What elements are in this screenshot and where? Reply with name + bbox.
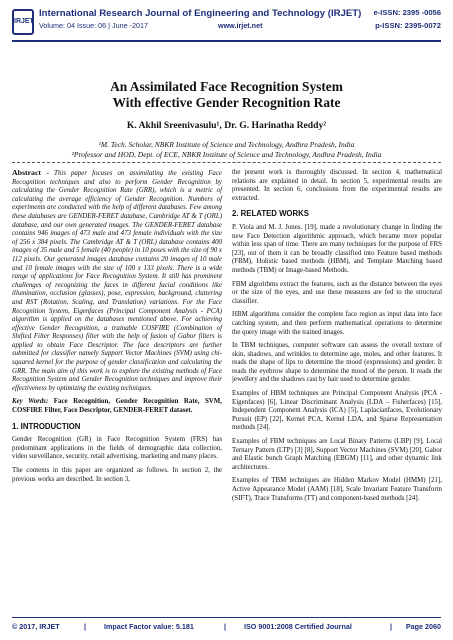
body-paragraph: FBM algorithms extract the features, such as the distance between the eyes or the size of the eyes, and use these measures are fed to the structural classifier. — [232, 280, 442, 305]
abstract-label: Abstract - — [12, 168, 49, 177]
footer-copyright: © 2017, IRJET — [12, 622, 60, 631]
keywords-text: Face Recognition, Gender Recognition Rate, SVM, COSFIRE Filter, Face Descriptor, GENDER-FERET dataset. — [12, 398, 222, 415]
footer-impact-factor: Impact Factor value: 5.181 — [104, 622, 194, 631]
irjet-logo: IRJET — [12, 9, 34, 35]
abstract — [12, 169, 222, 393]
right-column — [232, 169, 442, 508]
keywords-label: Key Words: — [12, 398, 49, 406]
footer-separator: | — [390, 622, 393, 631]
left-column — [12, 169, 222, 489]
paper-title-line2: With effective Gender Recognition Rate — [112, 95, 341, 110]
body-paragraph: In TBM techniques, computer software can assess the overall texture of skin, shadows, and wrinkles to determine age, moles, and other features. It reads the shape of lips to determine the mood (expressions) and gender. It reads the eyebrow shape to determine the mood of the person. It reads the jewellery and the shadows cast by hair used to determine gender. — [232, 342, 442, 384]
header-rule — [12, 40, 441, 42]
journal-name: International Research Journal of Engineering and Technology (IRJET) — [39, 8, 362, 19]
eissn: e-ISSN: 2395 -0056 — [373, 8, 441, 17]
paper-title-line1: An Assimilated Face Recognition System — [110, 79, 343, 94]
abstract-text: This paper focuses on assimilating the existing Face Recognition techniques and also to perform Gender Recognition by calculating the Gender Recognition Rate (GRR), which is a metric of calculating the average efficiency of Gender Recognition. Numbers of experiments are conducted with the help of different databases. Few among these databases are GENDER-FERET database, Cambridge AT & T (ORL) database, and our own generated images. The GENDER-FERET database contains 946 images of 473 male and 473 female individuals with the size of 256 x 384 pixels. The Cambridge AT & T (ORL) database contains 400 images of 35 male and 5 female (40 people) in 10 poses with the size of 90 x 112 pixels. Our generated images database contains 20 images of 10 male and 10 female images with the size of 100 x 133 pixels. There is a wide range of applications for Face Recognition System. It still has prominent challenges of recognizing the faces in different facial conditions like illumination, occlusion (glasses), pose, expression, background, cluttering and RST (Rotation, Scaling, and Translation) variations. For the Face Recognition System, Eigenfaces (Principal Component Analysis - PCA) algorithm is applied on the databases mentioned above. For achieving effective Gender Recognition, a trainable COSFIRE (Combination of Shifted Filter Responses) filter with the help of fusion of Gabor filters is applied to obtain Face Descriptor. The face descriptors are further submitted for classifier namely Support Vector Machines (SVM) using chi-squared kernel for the purpose of gender classification and calculating the GRR. The main aim of this work is to explore the existing methods of Face Recognition System and Gender Recognition techniques and improve their effectiveness by optimizing the existing techniques. — [12, 170, 222, 392]
body-paragraph: Examples of HBM techniques are Principal Component Analysis (PCA - Eigenfaces) [6], Linear Discriminant Analysis (LDA – Fisherfaces) [15], Independent Component Analysis (ICA) [5], Laplacianfaces, Evolutionary Pursuit (EP) [22], Kernel PCA, Kernel LDA, and Sparse Representation methods [24]. — [232, 390, 442, 432]
body-paragraph: HBM algorithms consider the complete face region as input data into face catching system, and then perform mathematical operations to determine the query image with the trained images. — [232, 311, 442, 336]
pissn: p-ISSN: 2395-0072 — [375, 21, 441, 30]
body-paragraph: P. Viola and M. J. Jones. [19], made a revolutionary change in finding the new Face Detection algorithmic approach, which became more popular within less span of time. There are many techniques for the purpose of FRS [23], out of them it can be broadly classified into Feature based methods (FBM), Holistic based methods (HBM), and Template Matching based methods (TBM) or Image-based Methods. — [232, 223, 442, 274]
intro-paragraph: The contents in this paper are organized as follows. In section 2, the previous works are described. In section 3, — [12, 467, 222, 483]
footer-page-number: Page 2060 — [405, 622, 441, 631]
section-heading-introduction: 1. INTRODUCTION — [12, 421, 81, 431]
body-paragraph: the present work is thoroughly discussed. In section 4, mathematical relations are explained in detail. In section 5, experimental results are presented. In section 6, conclusions from the experimental results are extracted. — [232, 169, 442, 202]
body-paragraph: Examples of TBM techniques are Hidden Markov Model (HMM) [21], Active Appearance Model (AAM) [18], Scale Invariant Feature Transform (SIFT), Trace Transforms (TT) and component-based methods [24]. — [232, 477, 442, 502]
affiliation-2: ²Professor and HOD, Dept. of ECE, NBKR Institute of Science and Technology, Andhra Pradesh, India — [71, 150, 382, 159]
journal-header — [12, 8, 441, 42]
intro-paragraph: Gender Recognition (GR) in Face Recognition System (FRS) has predominant applications in the fields of demographic data collection, video surveillance, security, retail advertising, marketing and many places. — [12, 436, 222, 461]
section-heading-related-works: 2. RELATED WORKS — [232, 209, 309, 219]
footer-separator: | — [84, 622, 87, 631]
separator-rule — [12, 162, 441, 163]
authors: K. Akhil Sreenivasulu¹, Dr. G. Harinatha Reddy² — [126, 120, 327, 131]
footer-iso: ISO 9001:2008 Certified Journal — [244, 622, 352, 631]
footer-rule — [12, 617, 441, 618]
journal-website[interactable]: www.irjet.net — [218, 21, 263, 30]
body-paragraph: Examples of FBM techniques are Local Binary Patterns (LBP) [9], Local Ternary Pattern (LTP) [3] [8], Support Vector Machines (SVM) [20], Gabor and Elastic bunch Graph Matching (EBGM) [11], and other dynamic link architectures. — [232, 438, 442, 471]
keywords — [12, 398, 222, 415]
volume-issue: Volume: 04 Issue: 06 | June -2017 — [39, 21, 148, 30]
footer-separator: | — [224, 622, 227, 631]
affiliation-1: ¹M. Tech. Scholar, NBKR Institute of Science and Technology, Andhra Pradesh, India — [98, 140, 355, 149]
